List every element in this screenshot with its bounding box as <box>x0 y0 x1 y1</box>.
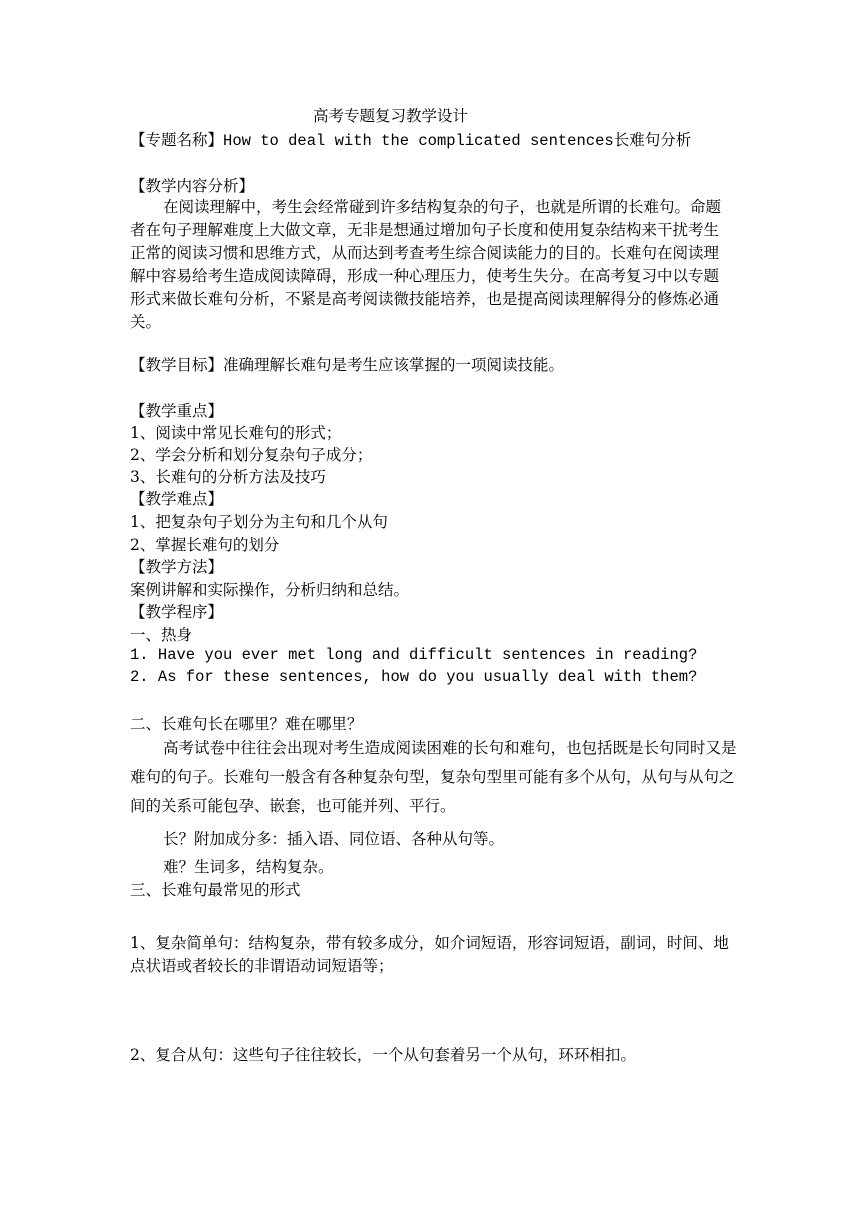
topic-english: How to deal with the complicated sentences <box>223 132 614 150</box>
section3-item-2: 2、复合从句：这些句子往往较长，一个从句套着另一个从句，环环相扣。 <box>130 1046 636 1064</box>
warmup-question: 2. As for these sentences, how do you usually deal with them? <box>130 668 698 686</box>
document-title: 高考专题复习教学设计 <box>313 107 469 125</box>
difficulty-item: 1、把复杂句子划分为主句和几个从句 <box>130 513 388 531</box>
key-point-item: 3、长难句的分析方法及技巧 <box>130 468 326 486</box>
goal-label: 【教学目标】 <box>130 356 224 374</box>
methods-text: 案例讲解和实际操作，分析归纳和总结。 <box>130 581 410 599</box>
methods-heading: 【教学方法】 <box>130 558 224 576</box>
section3-item-1-text: 1、复杂简单句：结构复杂，带有较多成分，如介词短语，形容词短语，副词，时间、地点状语或者较长的非谓语动词短语等； <box>130 934 729 975</box>
topic-label: 【专题名称】 <box>130 131 224 149</box>
section2-hard: 难？生词多，结构复杂。 <box>163 858 334 876</box>
procedure-heading: 【教学程序】 <box>130 603 224 621</box>
topic-line <box>130 128 691 150</box>
key-point-item: 2、学会分析和划分复杂句子成分； <box>130 446 373 464</box>
section2-long: 长？附加成分多：插入语、同位语、各种从句等。 <box>163 830 505 848</box>
key-point-item: 1、阅读中常见长难句的形式； <box>130 424 342 442</box>
section2-heading: 二、长难句长在哪里？难在哪里？ <box>130 715 363 733</box>
goal-text: 准确理解长难句是考生应该掌握的一项阅读技能。 <box>223 356 565 374</box>
content-analysis-text: 在阅读理解中，考生会经常碰到许多结构复杂的句子，也就是所谓的长难句。命题者在句子理解难度上大做文章，无非是想通过增加句子长度和使用复杂结构来干扰考生正常的阅读习惯和思维方式，从而达到考查考生综合阅读能力的目的。长难句在阅读理解中容易给考生造成阅读障碍，形成一种心理压力，使考生失分。在高考复习中以专题形式来做长难句分析，不紧是高考阅读微技能培养，也是提高阅读理解得分的修炼必通关。 <box>130 198 722 331</box>
section2-paragraph <box>130 734 738 821</box>
difficulties-heading: 【教学难点】 <box>130 490 224 508</box>
section3-item-1 <box>130 932 734 978</box>
topic-chinese: 长难句分析 <box>613 131 692 149</box>
warmup-question: 1. Have you ever met long and difficult sentences in reading? <box>130 646 698 664</box>
goal-line <box>130 353 564 375</box>
key-points-heading: 【教学重点】 <box>130 402 224 420</box>
content-analysis-heading: 【教学内容分析】 <box>130 177 255 195</box>
section3-heading: 三、长难句最常见的形式 <box>130 881 301 899</box>
warmup-heading: 一、热身 <box>130 626 193 644</box>
content-analysis-paragraph <box>130 196 732 334</box>
section2-text: 高考试卷中往往会出现对考生造成阅读困难的长句和难句，也包括既是长句同时又是难句的句子。长难句一般含有各种复杂句型，复杂句型里可能有多个从句，从句与从句之间的关系可能包孕、嵌套，也可能并列、平行。 <box>130 739 737 815</box>
difficulty-item: 2、掌握长难句的划分 <box>130 536 280 554</box>
